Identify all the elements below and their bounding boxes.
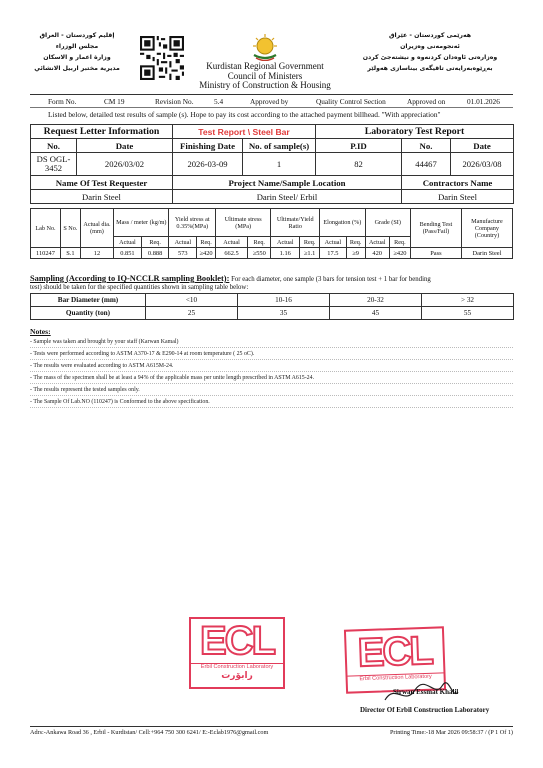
hdr-mass: Mass / meter (kg/m) (114, 209, 169, 237)
diameter-cell: 10-16 (238, 294, 330, 307)
lab-report-title: Laboratory Test Report (316, 125, 514, 139)
col-lab-date: Date (451, 139, 514, 153)
approved-on-value: 01.01.2026 (467, 97, 500, 106)
val-date: 2026/03/02 (77, 153, 173, 176)
arabic-line-3: وزارة اعمار و الاسكان (43, 54, 111, 61)
stamp-caption-left: Erbil Construction Laboratory (191, 663, 283, 670)
approved-by-label: Approved by (250, 97, 289, 106)
sub-actual: Actual (215, 237, 247, 248)
cell-grade-actual: 420 (365, 248, 389, 259)
note-divider (30, 347, 513, 348)
sub-req: Req. (248, 237, 271, 248)
form-no-value: CM 19 (104, 97, 125, 106)
sampling-text (30, 275, 513, 291)
sub-actual: Actual (271, 237, 300, 248)
diameter-cell: > 32 (422, 294, 514, 307)
stamp-logo-right: ECL (356, 628, 433, 676)
sampling-title: Sampling (According to IQ-NCCLR sampling Booklet): (30, 274, 230, 283)
hdr-company: Manufacture Company (Country) (461, 209, 512, 248)
approved-on-label: Approved on (407, 97, 446, 106)
cell-yield-req: ≥420 (197, 248, 216, 259)
form-no-label: Form No. (48, 97, 77, 106)
stamp-arabic-left: رابۆرت (221, 671, 253, 681)
government-title-block (190, 62, 340, 91)
quantity-label: Quantity (ton) (31, 307, 146, 320)
footer-divider (30, 726, 513, 727)
header-divider (30, 94, 513, 95)
note-item: - The results represent the tested samples only. (30, 387, 140, 393)
project-label: Project Name/Sample Location (173, 176, 402, 190)
lab-stamp-left (189, 617, 285, 689)
sampling-table (30, 293, 514, 320)
government-emblem-icon (250, 33, 280, 61)
approved-by-value: Quality Control Section (316, 97, 386, 106)
cell-bending: Pass (410, 248, 461, 259)
arabic-line-2: مجلس الوزراء (55, 43, 99, 50)
note-divider (30, 371, 513, 372)
col-pid: P.ID (316, 139, 402, 153)
cell-ratio-actual: 1.16 (271, 248, 300, 259)
notes-title: Notes: (30, 327, 51, 336)
revision-label: Revision No. (155, 97, 194, 106)
col-date: Date (77, 139, 173, 153)
quantity-cell: 45 (330, 307, 422, 320)
qr-code-icon (140, 36, 184, 80)
intro-text: Listed below, detailed test results of sample (s). Hope to pay its cost according to the attached payment billhead. "With appreciation" (48, 110, 441, 119)
cell-company: Darin Steel (461, 248, 512, 259)
note-divider (30, 359, 513, 360)
government-title-1: Kurdistan Regional Government (206, 61, 324, 71)
table-row (31, 248, 513, 259)
sub-actual: Actual (320, 237, 347, 248)
kurdish-line-1: هەرێمی کوردستان - عێراق (388, 32, 472, 39)
cell-yield-actual: 573 (169, 248, 197, 259)
kurdish-line-4: بەڕێوەبەرایەتی تاقیگەی بیناسازی هەولێر (367, 65, 493, 72)
cell-mass-req: 0.888 (141, 248, 169, 259)
hdr-actual-dia: Actual dia.(mm) (80, 209, 113, 248)
hdr-bending: Bending Test (Pass/Fail) (410, 209, 461, 248)
results-table-container (30, 208, 513, 259)
note-divider (30, 407, 513, 408)
col-finishing-date: Finishing Date (173, 139, 243, 153)
sub-req: Req. (346, 237, 365, 248)
val-lab-no: 44467 (402, 153, 451, 176)
arabic-line-1: إقليم كوردستان - العراق (39, 32, 115, 39)
bar-diameter-label: Bar Diameter (mm) (31, 294, 146, 307)
cell-dia: 12 (80, 248, 113, 259)
cell-grade-req: ≥420 (389, 248, 410, 259)
val-no: DS OGL-3452 (31, 153, 77, 176)
diameter-cell: 20-32 (330, 294, 422, 307)
footer-print-time: Printing Time:-18 Mar 2026 09:58:37 / (P 1 Of 1) (389, 729, 513, 736)
hdr-lab-no: Lab No. (31, 209, 61, 248)
note-divider (30, 383, 513, 384)
note-item: - The mass of the specimen shall be at least a 94% of the applicable mass per unite length prescribed in ASTM A615-24. (30, 375, 315, 381)
hdr-grade: Grade (SI) (365, 209, 410, 237)
request-table-container (30, 124, 513, 204)
col-lab-no: No. (402, 139, 451, 153)
sub-actual: Actual (365, 237, 389, 248)
cell-ult-actual: 662.5 (215, 248, 247, 259)
sampling-text-1: For each diameter, one sample (3 bars for tension test + 1 bar for bending (229, 276, 431, 283)
cell-s-no: S.1 (60, 248, 80, 259)
stamp-logo-left: ECL (200, 619, 274, 663)
hdr-yield: Yield stress at 0.35%(MPa) (169, 209, 216, 237)
sub-req: Req. (141, 237, 169, 248)
hdr-ratio: Ultimate/Yield Ratio (271, 209, 320, 237)
contractors-label: Contractors Name (402, 176, 514, 190)
col-no-samples: No. of sample(s) (243, 139, 316, 153)
sampling-text-2: test) should be taken for the specified quantities shown in sampling table below: (30, 283, 249, 291)
note-divider (30, 395, 513, 396)
val-finishing-date: 2026-03-09 (173, 153, 243, 176)
hdr-elongation: Elongation (%) (320, 209, 365, 237)
note-item: - The Sample Of Lab.NO (110247) is Conformed to the above specification. (30, 399, 210, 405)
note-item: - Sample was taken and brought by your staff (Karwan Kamal) (30, 339, 179, 345)
sub-req: Req. (389, 237, 410, 248)
signer-name: Sirwan Essmat Khalil (393, 688, 459, 696)
government-title-3: Ministry of Construction & Housing (199, 80, 331, 90)
sub-req: Req. (300, 237, 320, 248)
sub-req: Req. (197, 237, 216, 248)
sub-actual: Actual (114, 237, 142, 248)
note-item: - Tests were performed according to ASTM A370-17 & E290-14 at room temperature ( 25 oC). (30, 351, 255, 357)
val-lab-date: 2026/03/08 (451, 153, 514, 176)
report-title: Test Report \ Steel Bar (173, 125, 316, 139)
diameter-cell: <10 (146, 294, 238, 307)
revision-value: 5.4 (214, 97, 224, 106)
requester-label: Name Of Test Requester (31, 176, 173, 190)
quantity-cell: 35 (238, 307, 330, 320)
quantity-cell: 55 (422, 307, 514, 320)
request-section-title: Request Letter Information (31, 125, 173, 139)
results-table (30, 208, 513, 259)
kurdish-header-block (350, 30, 510, 74)
cell-ratio-req: ≥1.1 (300, 248, 320, 259)
cell-lab-no: 110247 (31, 248, 61, 259)
cell-elong-req: ≥9 (346, 248, 365, 259)
val-pid: 82 (316, 153, 402, 176)
hdr-ultimate: Ultimate stress (MPa) (215, 209, 270, 237)
val-no-samples: 1 (243, 153, 316, 176)
sub-actual: Actual (169, 237, 197, 248)
kurdish-line-3: وەزارەتی ئاوەدان کردنەوە و نیشتەجێ کردن (362, 54, 498, 61)
cell-ult-req: ≥550 (248, 248, 271, 259)
quantity-cell: 25 (146, 307, 238, 320)
arabic-header-block (32, 30, 122, 74)
form-line-divider (30, 107, 513, 108)
hdr-s-no: S No. (60, 209, 80, 248)
col-no: No. (31, 139, 77, 153)
kurdish-line-2: ئەنجومەنی وەزیران (400, 43, 460, 50)
signer-title: Director Of Erbil Construction Laboratory (360, 706, 490, 714)
contractors-value: Darin Steel (402, 190, 514, 204)
government-title-2: Council of Ministers (227, 70, 303, 81)
footer-address: Adrs:-Ankawa Road 36 , Erbil - Kurdistan/ Cell:+964 750 300 6241/ E:-Eclab1976@gmail.com (30, 729, 269, 736)
cell-elong-actual: 17.5 (320, 248, 347, 259)
note-item: - The results were evaluated according to ASTM A615M-24. (30, 363, 174, 369)
sampling-table-container (30, 293, 513, 320)
stamp-caption-right: Erbil Construction Laboratory (348, 672, 444, 682)
cell-mass-actual: 0.851 (114, 248, 142, 259)
requester-value: Darin Steel (31, 190, 173, 204)
project-value: Darin Steel/ Erbil (173, 190, 402, 204)
request-table (30, 124, 514, 204)
arabic-line-4: مديرية مختبر اربيل الانشائي (34, 65, 120, 72)
